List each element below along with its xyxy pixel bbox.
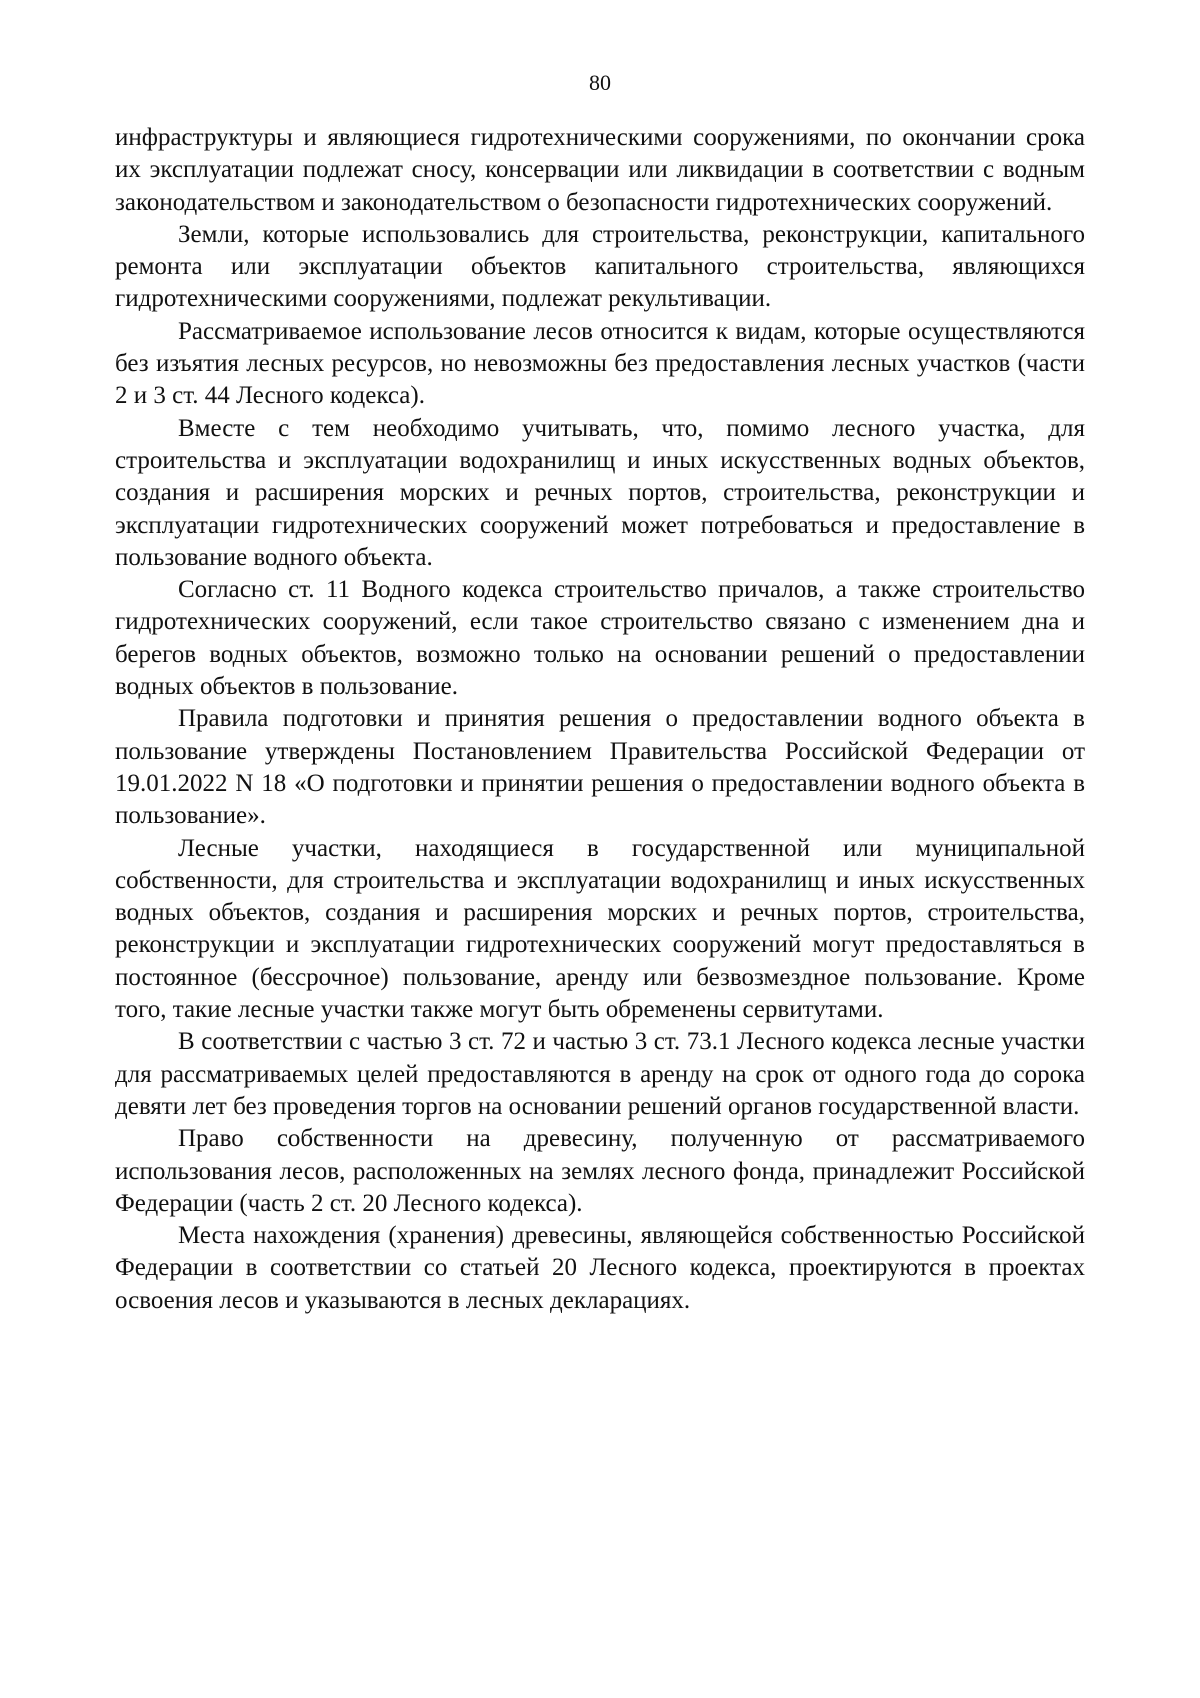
paragraph-5: Согласно ст. 11 Водного кодекса строительство причалов, а также строительство гидротехнических сооружений, если такое строительство связано с изменением дна и берегов водных объектов, возможно только на основании решений о предоставлении водных объектов в пользование. <box>115 576 1085 701</box>
page-number: 80 <box>589 70 611 95</box>
paragraph-3: Рассматриваемое использование лесов относится к видам, которые осуществляются без изъятия лесных ресурсов, но невозможны без предоставления лесных участков (части 2 и 3 ст. 44 Лесного кодекса). <box>115 317 1085 410</box>
paragraph-2: Земли, которые использовались для строительства, реконструкции, капитального ремонта или эксплуатации объектов капитального строительства, являющихся гидротехническими сооружениями, подлежат рекультивации. <box>115 220 1085 313</box>
paragraph-1: инфраструктуры и являющиеся гидротехническими сооружениями, по окончании срока их эксплуатации подлежат сносу, консервации или ликвидации в соответствии с водным законодательством и законодательством о безопасности гидротехнических сооружений. <box>115 124 1085 216</box>
paragraph-9: Право собственности на древесину, полученную от рассматриваемого использования лесов, расположенных на землях лесного фонда, принадлежит Российской Федерации (часть 2 ст. 20 Лесного кодекса). <box>115 1125 1085 1217</box>
paragraph-8: В соответствии с частью 3 ст. 72 и частью 3 ст. 73.1 Лесного кодекса лесные участки для рассматриваемых целей предоставляются в аренду на срок от одного года до сорока девяти лет без проведения торгов на основании решений органов государственной власти. <box>115 1028 1085 1120</box>
document-body <box>115 122 1085 1317</box>
paragraph-10: Места нахождения (хранения) древесины, являющейся собственностью Российской Федерации в соответствии со статьей 20 Лесного кодекса, проектируются в проектах освоения лесов и указываются в лесных декларациях. <box>115 1222 1085 1314</box>
paragraph-6: Правила подготовки и принятия решения о предоставлении водного объекта в пользование утверждены Постановлением Правительства Российской Федерации от 19.01.2022 N 18 «О подготовки и принятии решения о предоставлении водного объекта в пользование». <box>115 705 1085 830</box>
paragraph-7: Лесные участки, находящиеся в государственной или муниципальной собственности, для строительства и эксплуатации водохранилищ и иных искусственных водных объектов, создания и расширения морских и речных портов, строительства, реконструкции и эксплуатации гидротехнических сооружений могут предоставляться в постоянное (бессрочное) пользование, аренду или безвозмездное пользование. Кроме того, такие лесные участки также могут быть обременены сервитутами. <box>115 834 1085 1024</box>
paragraph-4: Вместе с тем необходимо учитывать, что, помимо лесного участка, для строительства и эксплуатации водохранилищ и иных искусственных водных объектов, создания и расширения морских и речных портов, строительства, реконструкции и эксплуатации гидротехнических сооружений может потребоваться и предоставление в пользование водного объекта. <box>115 414 1085 571</box>
